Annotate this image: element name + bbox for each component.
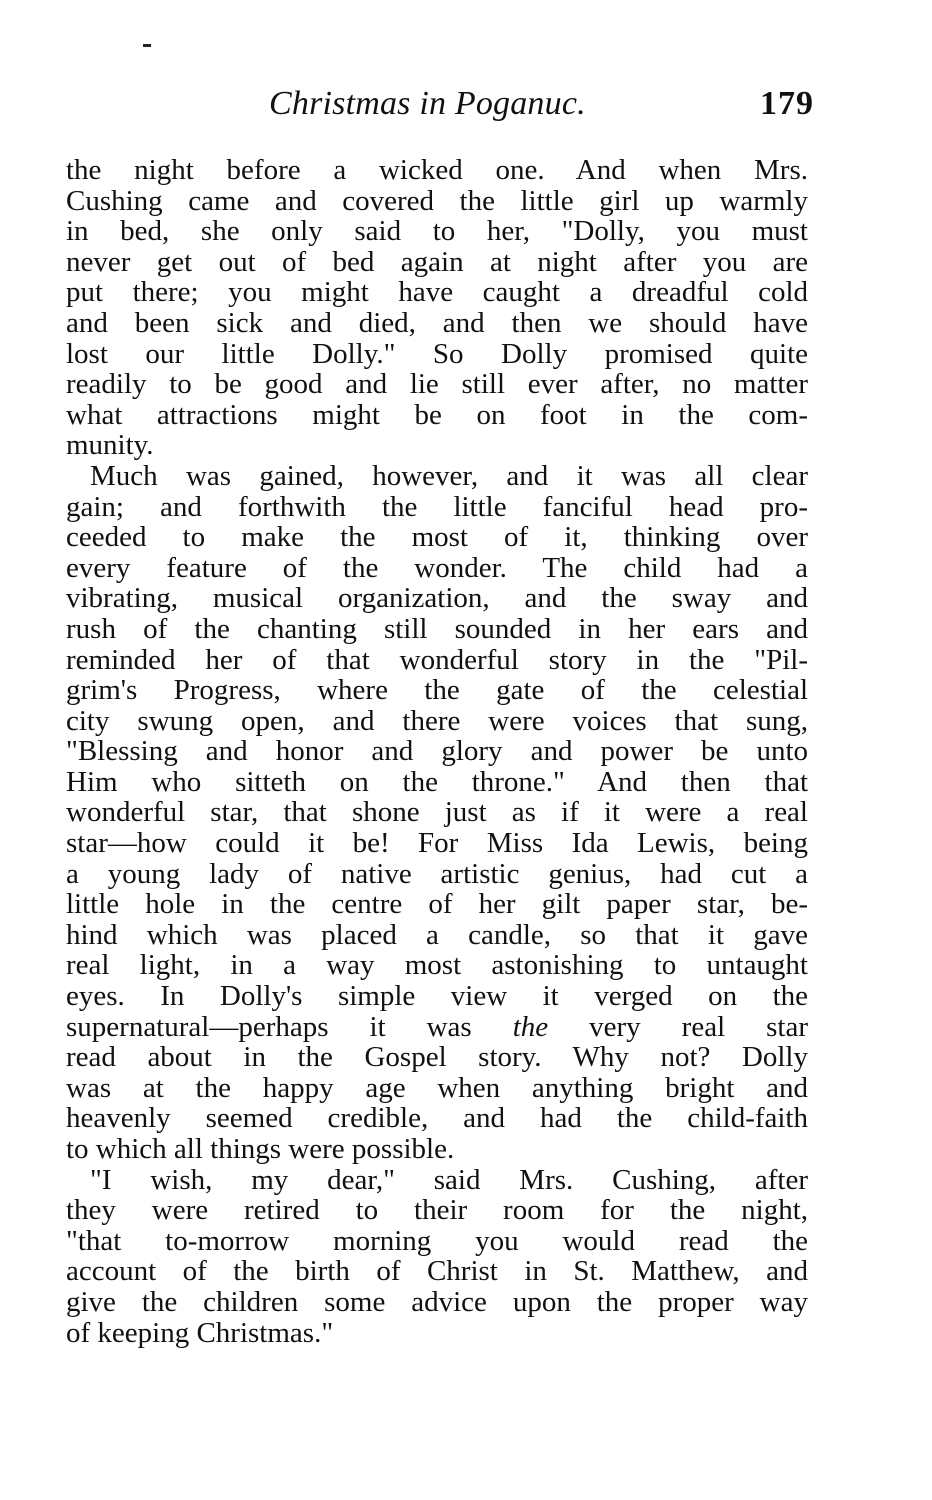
text-line: "I wish, my dear," said Mrs. Cushing, after bbox=[90, 1163, 808, 1196]
text-line: lost our little Dolly." So Dolly promised quite bbox=[66, 337, 808, 370]
text-line: readily to be good and lie still ever after, no matter bbox=[66, 368, 808, 401]
text-line: in bed, she only said to her, "Dolly, you must bbox=[66, 215, 808, 248]
text-line: read about in the Gospel story. Why not? Dolly bbox=[66, 1041, 808, 1074]
emphasis-before: supernatural—perhaps it was bbox=[66, 1010, 513, 1043]
body-text bbox=[66, 155, 808, 1348]
text-line: of keeping Christmas." bbox=[66, 1316, 334, 1349]
text-line: "Blessing and honor and glory and power be unto bbox=[66, 735, 808, 768]
text-line: every feature of the wonder. The child had a bbox=[66, 551, 808, 584]
paragraph-2 bbox=[66, 461, 808, 1165]
text-line: eyes. In Dolly's simple view it verged on the bbox=[66, 980, 808, 1013]
text-line: reminded her of that wonderful story in the "Pil- bbox=[66, 643, 808, 676]
text-line: never get out of bed again at night after you are bbox=[66, 245, 808, 278]
text-line: "that to-morrow morning you would read the bbox=[66, 1224, 808, 1257]
text-line: wonderful star, that shone just as if it were a real bbox=[66, 796, 808, 829]
emphasis-after: very real star bbox=[548, 1010, 808, 1043]
text-line: gain; and forthwith the little fanciful head pro- bbox=[66, 490, 808, 523]
text-line: city swung open, and there were voices that sung, bbox=[66, 704, 808, 737]
paragraph-1 bbox=[66, 155, 808, 461]
text-line: put there; you might have caught a dreadful cold bbox=[66, 276, 808, 309]
emphasis-italic: the bbox=[512, 1010, 549, 1043]
text-line: rush of the chanting still sounded in her ears and bbox=[66, 612, 808, 645]
running-title: Christmas in Poganuc. bbox=[269, 85, 586, 122]
text-line: Much was gained, however, and it was all clear bbox=[90, 459, 808, 492]
ink-speck bbox=[143, 44, 151, 47]
text-line: a young lady of native artistic genius, had cut a bbox=[66, 857, 808, 890]
text-line: and been sick and died, and then we should have bbox=[66, 306, 808, 339]
text-line: star—how could it be! For Miss Ida Lewis, being bbox=[66, 827, 808, 860]
text-line: was at the happy age when anything bright and bbox=[66, 1071, 808, 1104]
text-line: to which all things were possible. bbox=[66, 1133, 455, 1165]
text-line: ceeded to make the most of it, thinking over bbox=[66, 521, 808, 554]
text-line: what attractions might be on foot in the com- bbox=[66, 398, 808, 431]
paragraph-3 bbox=[66, 1165, 808, 1349]
text-line: they were retired to their room for the night, bbox=[66, 1194, 808, 1227]
text-line: give the children some advice upon the proper way bbox=[66, 1285, 808, 1318]
page-number: 179 bbox=[760, 85, 814, 122]
text-line: heavenly seemed credible, and had the child-faith bbox=[66, 1102, 808, 1135]
text-line: Cushing came and covered the little girl up warmly bbox=[66, 184, 808, 217]
text-line: hind which was placed a candle, so that it gave bbox=[66, 918, 808, 951]
running-head bbox=[64, 82, 822, 132]
text-line-emphasis bbox=[66, 1012, 808, 1043]
text-line: little hole in the centre of her gilt paper star, be- bbox=[66, 888, 808, 921]
text-line: the night before a wicked one. And when Mrs. bbox=[66, 154, 808, 186]
text-line: grim's Progress, where the gate of the celestial bbox=[66, 674, 808, 707]
text-line: Him who sitteth on the throne." And then that bbox=[66, 765, 808, 798]
text-line: munity. bbox=[66, 429, 154, 462]
text-line: account of the birth of Christ in St. Matthew, and bbox=[66, 1255, 808, 1288]
text-line: vibrating, musical organization, and the sway and bbox=[66, 582, 808, 615]
text-line: real light, in a way most astonishing to untaught bbox=[66, 949, 808, 982]
